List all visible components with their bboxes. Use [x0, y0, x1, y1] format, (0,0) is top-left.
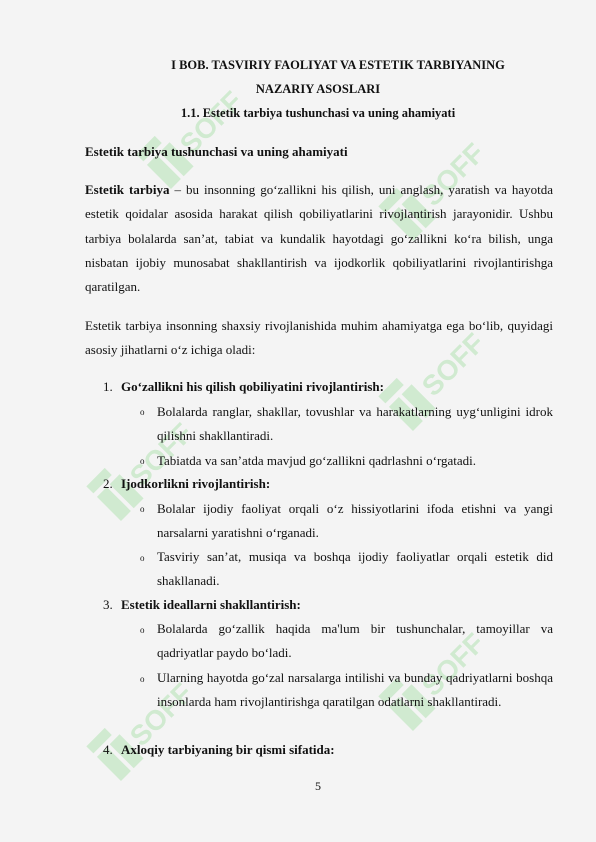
- sub-item: Tabiatda va san’atda mavjud go‘zallikni qadrlashni o‘rgatadi.: [157, 453, 477, 468]
- page-number: 5: [315, 779, 321, 793]
- chapter-title-line1: I BOB. TASVIRIY FAOLIYAT VA ESTETIK TARBIYANING: [171, 58, 505, 72]
- svg-text:SOFF: SOFF: [415, 140, 480, 212]
- section-subtitle: 1.1. Estetik tarbiya tushunchasi va uning ahamiyati: [180, 106, 456, 120]
- svg-text:SOFF: SOFF: [415, 630, 480, 702]
- paragraph-intro: Estetik tarbiya insonning shaxsiy rivojlanishida muhim ahamiyatga ega bo‘lib, quyidagi asosiy jihatlarni o‘z ichiga oladi:: [85, 318, 553, 358]
- bullet-icon: o: [140, 456, 145, 466]
- svg-text:SOFF: SOFF: [415, 330, 480, 402]
- sub-item: Bolalarda go‘zallik haqida ma'lum bir tushunchalar, tamoyillar va qadriyatlar paydo bo‘ladi.: [157, 621, 553, 661]
- definition-text: – bu insonning go‘zallikni his qilish, uni anglash, yaratish va hayotda estetik qoidalar asosida harakat qilish qobiliyatlarini rivojlantirish jarayonidir. Ushbu tarbiya bolalarda san’at, tabiat va kundalik hayotdagi go‘zallikni ko‘ra bilish, unga nisbatan ijobiy munosabat shakllantirish va ijodkorlik qobiliyatlarini rivojlantirishga qaratilgan.: [85, 182, 553, 295]
- list-item-title: Axloqiy tarbiyaning bir qismi sifatida:: [121, 742, 335, 757]
- list-item: [103, 379, 384, 395]
- sub-item: Tasviriy san’at, musiqa va boshqa ijodiy faoliyatlar orqali estetik did shakllanadi.: [157, 549, 553, 589]
- chapter-title-line2: NAZARIY ASOSLARI: [255, 82, 381, 96]
- list-item-title: Estetik ideallarni shakllantirish:: [121, 597, 301, 612]
- bullet-icon: o: [140, 625, 145, 635]
- svg-text:SOFF: SOFF: [123, 420, 188, 492]
- svg-text:SOFF: SOFF: [173, 88, 238, 160]
- term-bold: Estetik tarbiya: [85, 182, 170, 197]
- list-item-title: Ijodkorlikni rivojlantirish:: [121, 476, 271, 491]
- list-item-title: Go‘zallikni his qilish qobiliyatini rivojlantirish:: [121, 379, 384, 394]
- paragraph-definition: [85, 178, 553, 299]
- list-item: [103, 476, 270, 492]
- list-number: 4.: [103, 742, 113, 757]
- list-number: 2.: [103, 476, 113, 491]
- sub-item: Bolalarda ranglar, shakllar, tovushlar va harakatlarning uyg‘unligini idrok qilishni shakllantiradi.: [157, 404, 553, 444]
- bullet-icon: o: [140, 504, 145, 514]
- bullet-icon: o: [140, 407, 145, 417]
- list-number: 1.: [103, 379, 113, 394]
- svg-text:SOFF: SOFF: [123, 680, 188, 752]
- sub-item: Ularning hayotda go‘zal narsalarga intilishi va bunday qadriyatlarni boshqa insonlarda ham rivojlantirishga qaratilgan odatlarni shakllantiradi.: [157, 670, 553, 710]
- bullet-icon: o: [140, 553, 145, 563]
- list-item: [103, 742, 335, 758]
- list-item: [103, 597, 301, 613]
- sub-item: Bolalar ijodiy faoliyat orqali o‘z hissiyotlarini ifoda etishni va yangi narsalarni yaratishni o‘rganadi.: [157, 501, 553, 541]
- section-heading: Estetik tarbiya tushunchasi va uning ahamiyati: [85, 144, 348, 159]
- list-number: 3.: [103, 597, 113, 612]
- bullet-icon: o: [140, 674, 145, 684]
